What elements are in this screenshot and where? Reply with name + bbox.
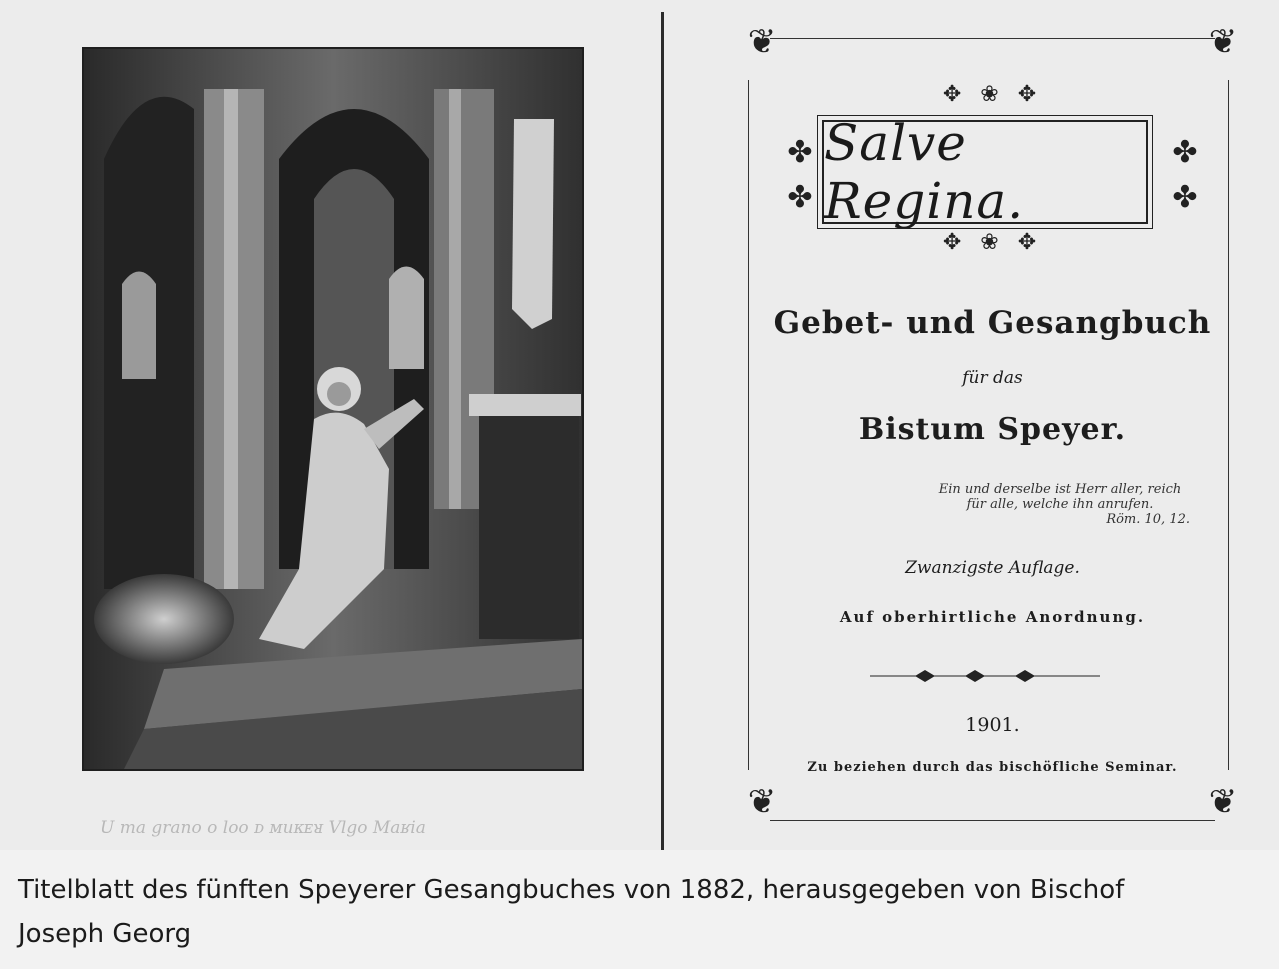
bleed-through-text: U ma grano o loo ᴅ ᴍuᴋᴇᴚ Vlgo Maʁia — [100, 818, 426, 838]
frame-top-line — [770, 38, 1215, 39]
diocese-name: Bistum Speyer. — [858, 412, 1127, 447]
ornament-under-title: ✥ ❀ ✥ — [942, 230, 1043, 255]
verse-line-2: für alle, welche ihn anrufen. — [966, 497, 1154, 512]
ornament-top: ✥ ❀ ✥ — [942, 82, 1043, 107]
side-ornament-left: ✤ ✤ — [787, 135, 813, 215]
edition-text: Zwanzigste Auflage. — [905, 558, 1080, 578]
distribution-text: Zu beziehen durch das bischöfliche Seminar. — [807, 760, 1178, 775]
bible-verse — [910, 482, 1210, 527]
corner-ornament-top-left: ❦ — [747, 22, 777, 62]
title-page — [740, 20, 1245, 830]
verse-reference: Röm. 10, 12. — [1106, 512, 1190, 527]
book-gutter — [661, 12, 664, 850]
caption-line-2: Joseph Georg — [18, 919, 192, 949]
verse-line-1: Ein und derselbe ist Herr aller, reich — [938, 482, 1182, 497]
title-frame — [822, 114, 1148, 230]
corner-ornament-bottom-right: ❦ — [1208, 782, 1238, 822]
authority-text: Auf oberhirtliche Anordnung. — [839, 608, 1146, 626]
side-ornament-right: ✤ ✤ — [1172, 135, 1198, 215]
decorative-divider — [870, 668, 1100, 684]
corner-ornament-bottom-left: ❦ — [747, 782, 777, 822]
figure-caption — [18, 868, 1268, 956]
frame-bottom-line — [770, 820, 1215, 821]
fuer-das-text: für das — [962, 368, 1023, 388]
caption-line-1: Titelblatt des fünften Speyerer Gesangbuches von 1882, herausgegeben von Bischof — [18, 875, 1125, 905]
publication-year: 1901. — [965, 714, 1020, 736]
engraving-illustration — [82, 47, 584, 771]
corner-ornament-top-right: ❦ — [1208, 22, 1238, 62]
book-subtitle: Gebet- und Gesangbuch — [773, 305, 1212, 341]
book-title: Salve Regina. — [824, 114, 1025, 230]
monk-praying-engraving — [84, 49, 582, 769]
